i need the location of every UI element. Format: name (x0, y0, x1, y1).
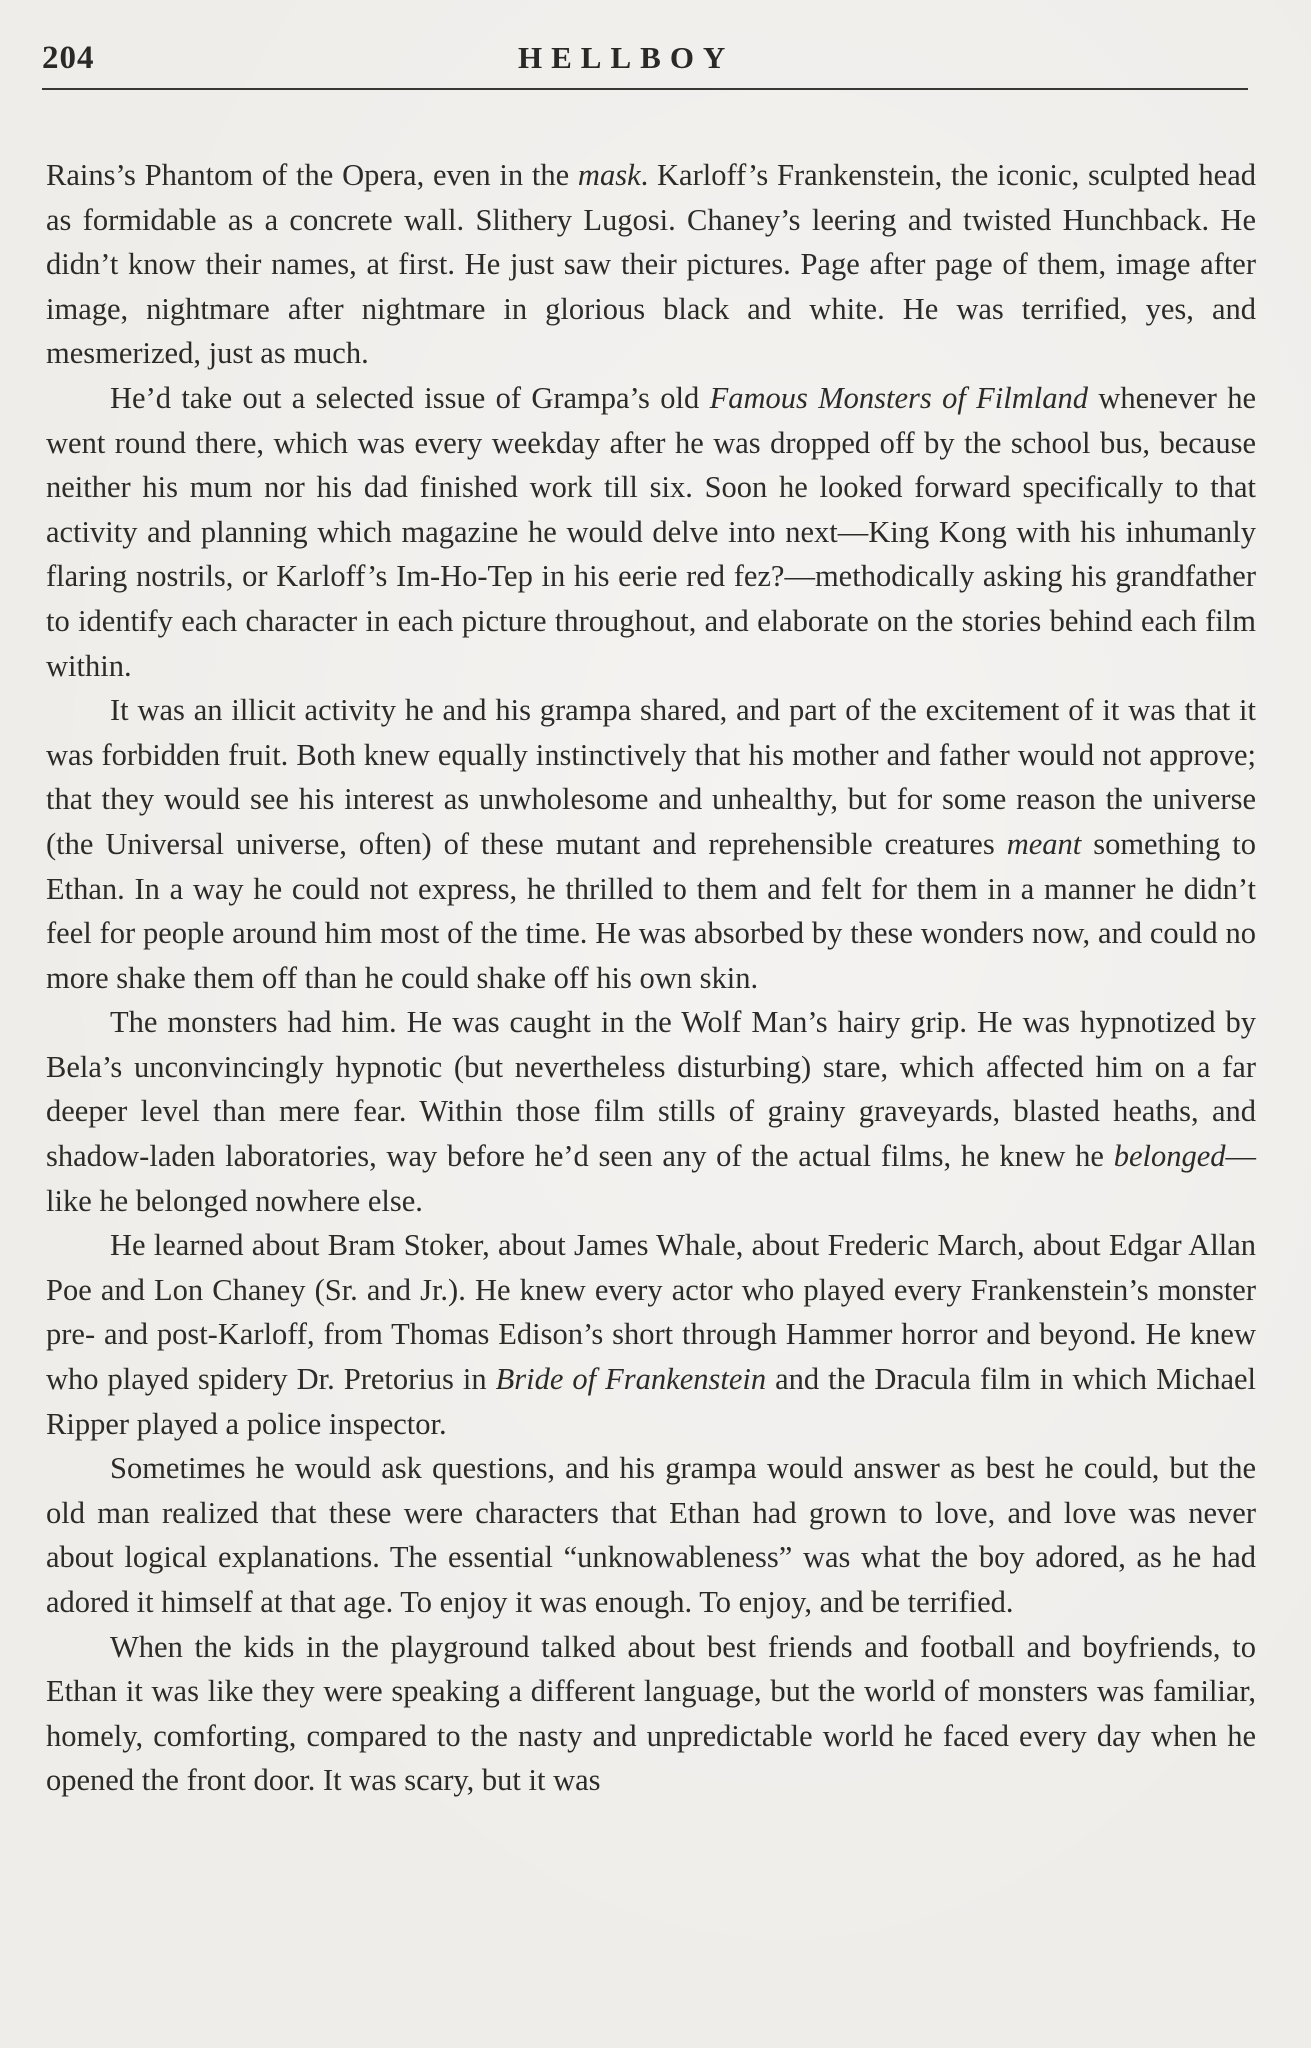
paragraph-5: He learned about Bram Stoker, about James Whale, about Frederic March, about Edgar Allan Poe and Lon Chaney (Sr. and Jr.). He knew every actor who played every Frankenstein’s monster pre- and post-Karloff, from Thomas Edison’s short through Hammer horror and beyond. He knew who played spidery Dr. Pretorius in Bride of Frankenstein and the Dracula film in which Michael Ripper played a police inspector. (46, 1228, 1256, 1441)
italic-meant: meant (1006, 826, 1082, 861)
paragraph-6: Sometimes he would ask questions, and his grampa would answer as best he could, but the old man realized that these were characters that Ethan had grown to love, and love was never about logical explanations. The essential “unknowableness” was what the boy adored, as he had adored it himself at that age. To enjoy it was enough. To enjoy, and be terrified. (46, 1451, 1256, 1619)
italic-belonged: belonged (1113, 1139, 1226, 1174)
page-number: 204 (42, 40, 95, 76)
paragraph-1: Rains’s Phantom of the Opera, even in the mask. Karloff’s Frankenstein, the iconic, sculpted head as formidable as a concrete wall. Slithery Lugosi. Chaney’s leering and twisted Hunchback. He didn’t know their names, at first. He just saw their pictures. Page after page of them, image after image, nightmare after nightmare in glorious black and white. He was terrified, yes, and mesmerized, just as much. (46, 158, 1256, 371)
paragraph-4: The monsters had him. He was caught in the Wolf Man’s hairy grip. He was hypnotized by Bela’s unconvincingly hypnotic (but nevertheless disturbing) stare, which affected him on a far deeper level than mere fear. Within those film stills of grainy graveyards, blasted heaths, and shadow-laden laboratories, way before he’d seen any of the actual films, he knew he belonged—like he belonged nowhere else. (46, 1005, 1256, 1218)
italic-mask: mask (577, 158, 641, 192)
running-head (42, 36, 1248, 94)
italic-film-title: Bride of Frankenstein (495, 1362, 767, 1397)
paragraph-2: He’d take out a selected issue of Grampa’s old Famous Monsters of Filmland whenever he went round there, which was every weekday after he was dropped off by the school bus, because neither his mum nor his dad finished work till six. Soon he looked forward specifically to that activity and planning which magazine he would delve into next—King Kong with his inhumanly flaring nostrils, or Karloff’s Im-Ho-Tep in his eerie red fez?—methodically asking his grandfather to identify each character in each picture throughout, and elaborate on the stories behind each film within. (46, 380, 1257, 683)
book-title: HELLBOY (518, 40, 735, 75)
paragraph-3: It was an illicit activity he and his grampa shared, and part of the excitement of it was that it was forbidden fruit. Both knew equally instinctively that his mother and father would not approve; that they would see his interest as unwholesome and unhealthy, but for some reason the universe (the Universal universe, often) of these mutant and reprehensible creatures meant something to Ethan. In a way he could not express, he thrilled to them and felt for them in a manner he didn’t feel for people around him most of the time. He was absorbed by these wonders now, and could no more shake them off than he could shake off his own skin. (46, 693, 1256, 995)
body-text (46, 153, 1256, 1803)
header-rule (42, 88, 1248, 90)
italic-magazine-title: Famous Monsters of Filmland (709, 380, 1088, 415)
paragraph-7: When the kids in the playground talked about best friends and football and boyfriends, to Ethan it was like they were speaking a different language, but the world of monsters was familiar, homely, comforting, compared to the nasty and unpredictable world he faced every day when he opened the front door. It was scary, but it was (46, 1629, 1256, 1798)
